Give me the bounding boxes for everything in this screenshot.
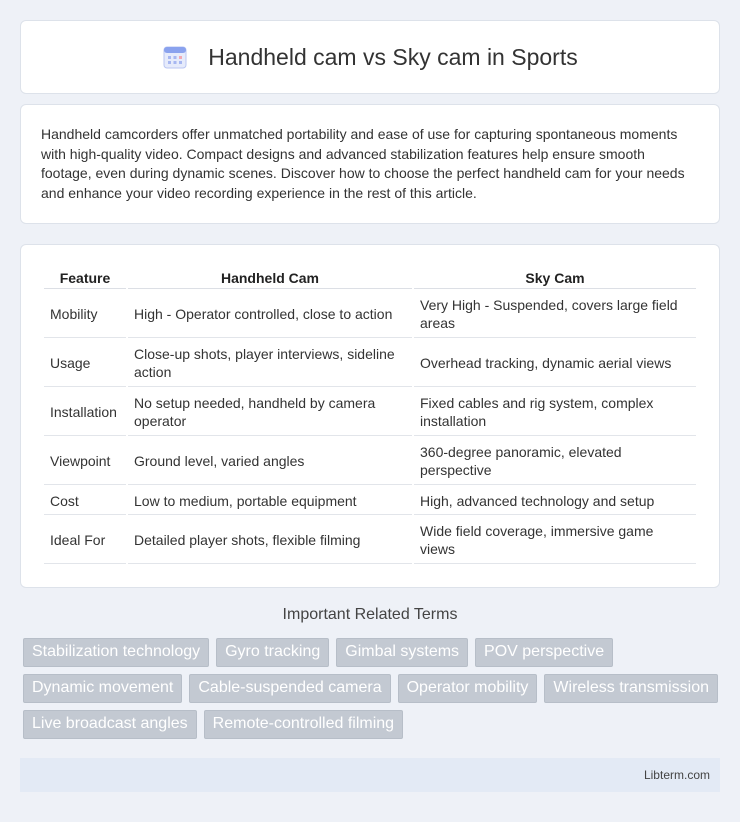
tag-gimbal-systems[interactable]: Gimbal systems [336, 638, 468, 667]
intro-card [20, 104, 720, 224]
tag-cable-suspended-camera[interactable]: Cable-suspended camera [189, 674, 390, 703]
table-row [44, 291, 696, 338]
title-card [20, 20, 720, 94]
page-title: Handheld cam vs Sky cam in Sports [208, 43, 578, 70]
footer [20, 758, 720, 792]
row-sky: Overhead tracking, dynamic aerial views [414, 340, 696, 387]
row-handheld: Detailed player shots, flexible filming [128, 517, 412, 564]
row-sky: High, advanced technology and setup [414, 487, 696, 515]
table-row [44, 389, 696, 436]
row-handheld: Close-up shots, player interviews, sideline action [128, 340, 412, 387]
row-handheld: High - Operator controlled, close to action [128, 291, 412, 338]
table-row [44, 340, 696, 387]
row-feature: Usage [44, 340, 126, 387]
row-handheld: Ground level, varied angles [128, 438, 412, 485]
tag-list [20, 638, 720, 739]
tag-wireless-transmission[interactable]: Wireless transmission [544, 674, 718, 703]
row-feature: Mobility [44, 291, 126, 338]
footer-site-link[interactable]: Libterm.com [643, 768, 710, 782]
intro-text: Handheld camcorders offer unmatched portability and ease of use for capturing spontaneous moments with high-quality video. Compact designs and advanced stabilization features help ensure smooth footage, even during dynamic scenes. Discover how to choose the perfect handheld cam for your needs and enhance your video recording experience in the rest of this article. [41, 126, 685, 201]
row-feature: Viewpoint [44, 438, 126, 485]
tag-live-broadcast-angles[interactable]: Live broadcast angles [23, 710, 197, 739]
row-sky: Very High - Suspended, covers large field areas [414, 291, 696, 338]
table-row [44, 517, 696, 564]
tag-stabilization-technology[interactable]: Stabilization technology [23, 638, 209, 667]
tag-operator-mobility[interactable]: Operator mobility [398, 674, 538, 703]
table-header-row [44, 267, 696, 289]
table-row [44, 487, 696, 515]
header-feature: Feature [44, 267, 126, 289]
tag-dynamic-movement[interactable]: Dynamic movement [23, 674, 182, 703]
header-sky-cam: Sky Cam [414, 267, 696, 289]
row-feature: Cost [44, 487, 126, 515]
tag-gyro-tracking[interactable]: Gyro tracking [216, 638, 329, 667]
row-feature: Ideal For [44, 517, 126, 564]
row-sky: Wide field coverage, immersive game views [414, 517, 696, 564]
tag-remote-controlled-filming[interactable]: Remote-controlled filming [204, 710, 403, 739]
calendar-icon [162, 44, 188, 70]
row-feature: Installation [44, 389, 126, 436]
related-terms-section [20, 606, 720, 739]
table-row [44, 438, 696, 485]
row-handheld: Low to medium, portable equipment [128, 487, 412, 515]
tag-pov-perspective[interactable]: POV perspective [475, 638, 613, 667]
comparison-table [42, 265, 698, 566]
comparison-card [20, 244, 720, 588]
row-handheld: No setup needed, handheld by camera operator [128, 389, 412, 436]
related-terms-title: Important Related Terms [282, 606, 458, 623]
header-handheld-cam: Handheld Cam [128, 267, 412, 289]
row-sky: 360-degree panoramic, elevated perspective [414, 438, 696, 485]
row-sky: Fixed cables and rig system, complex installation [414, 389, 696, 436]
